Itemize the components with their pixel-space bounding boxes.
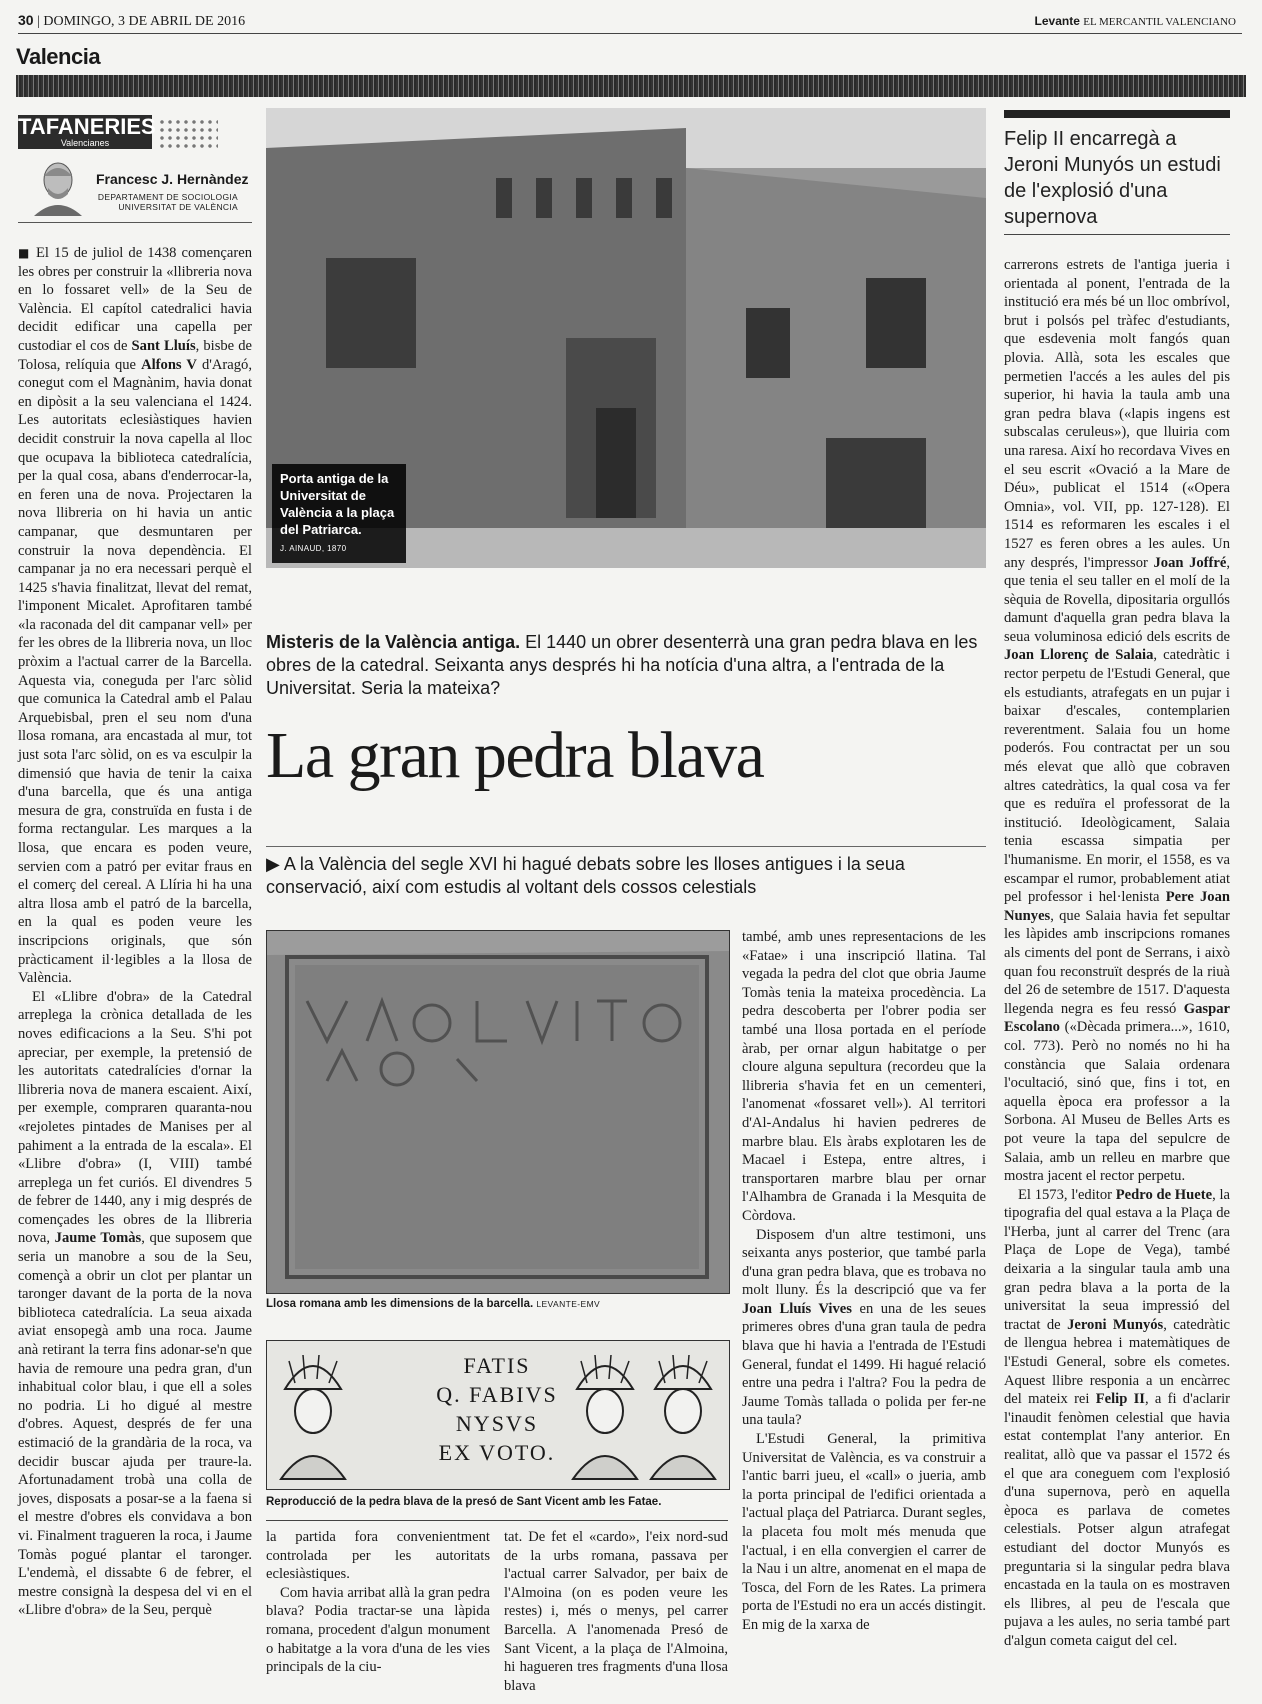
- fata-figures-right: [567, 1349, 721, 1481]
- masthead-subtitle: EL MERCANTIL VALENCIANO: [1083, 16, 1236, 28]
- roman-slab-photo: [266, 930, 730, 1294]
- inscription-line-4: EX VOTO.: [438, 1440, 556, 1465]
- logo-dots-decoration: [158, 118, 218, 148]
- col2-paragraph-2: Com havia arribat allà la gran pedra blava? Podia tractar-se una làpida romana, procedent d'algun monument o habitatge a la vora d'una de les vies principals de la ciu-: [266, 1584, 490, 1676]
- photo2-caption-text: Llosa romana amb les dimensions de la barcella.: [266, 1298, 534, 1310]
- inscription: [417, 1351, 577, 1467]
- inscription-line-1: FATIS: [463, 1353, 531, 1378]
- inscription-line-2: Q. FABIVS: [436, 1382, 558, 1407]
- article-column-4: [742, 928, 986, 1635]
- page-number: 30: [18, 12, 34, 28]
- article-column-3: [504, 1528, 728, 1695]
- column-logo: TAFANERIES: [18, 115, 152, 149]
- article-headline: La gran pedra blava: [266, 719, 764, 792]
- col3-paragraph-1: tat. De fet el «cardo», l'eix nord-sud de la urbs romana, passava per l'actual carrer Salvador, per baix de l'Almoina (on es poden veure les restes) i, més o menys, pel carrer Barcella. A l'anomenada Presó de Sant Vicent, a la plaça de l'Almoina, hi hagueren tres fragments d'una llosa blava: [504, 1529, 728, 1694]
- column-logo-subtitle: Valencianes: [60, 138, 110, 148]
- author-dept-line1: DEPARTAMENT DE SOCIOLOGIA: [97, 192, 238, 202]
- page-header-left: [18, 12, 245, 30]
- col2-paragraph-1: la partida fora convenientment controlada per les autoritats eclesiàstiques.: [266, 1529, 490, 1583]
- sidebar-quote-rule-bottom: [1004, 234, 1230, 235]
- photo1-caption-text: Porta antiga de la Universitat de València a la plaça del Patriarca.: [280, 471, 395, 537]
- author-portrait: [28, 156, 88, 216]
- article-column-5: [1004, 256, 1230, 1651]
- article-column-1: [18, 244, 252, 1620]
- sidebar-quote-rule: [1004, 110, 1230, 118]
- caption-rule: [266, 1520, 728, 1521]
- photo2-caption: [266, 1298, 728, 1310]
- header-rule: [18, 33, 1242, 34]
- deck-arrow-icon: ▶: [266, 854, 284, 874]
- author-rule: [18, 222, 252, 223]
- page-date: DOMINGO, 3 DE ABRIL DE 2016: [43, 14, 246, 29]
- author-dept-line2: UNIVERSITAT DE VALÈNCIA: [118, 202, 238, 212]
- col1-paragraph-2: El «Llibre d'obra» de la Catedral arreplega la crònica detallada de les noves edificacions a la Seu. S'hi pot apreciar, per exemple, la pretensió de les autoritats catedralícies d'ornar la llibreria nova de manera escaient. Així, per exemple, compraren quaranta-nou «rejoletes pintades de Manises per al pahiment a la entrada de la escala». El «Llibre d'obra» (I, VIII) també arreplega un fet curiós. El divendres 5 de febrer de 1440, any i mig després de començades les obres de la llibreria nova, Jaume Tomàs, que suposem que seria un manobre a sou de la Seu, començà a obrir un clot per plantar un taronger davant de la porta de la nova biblioteca catedralícia. La seua aixada aviat ensopegà amb una roca. Jaume anà retirant la terra fins adonar-se'n que havia de remoure una pedra gran, d'un inhabitual color blau, i que ell a soles no podria. Li ho digué al mestre d'obres. Aquest, després de fer una estimació de la grandària de la roca, va decidir buscar ajuda per traure-la. Afortunadament trobà una colla de joves, disposats a posar-se a la faena si el mestre d'obres els convidava a bon vi. Finalment tragueren la roca, i Jaume Tomàs pogué plantar el taronger. L'endemà, el dissabte 6 de febrer, el mestre consignà la despesa del vi en el «Llibre d'obra» de la Seu, perquè: [18, 988, 252, 1619]
- col1-paragraph-1: ■ El 15 de juliol de 1438 començaren les obres per construir la «llibreria nova en lo fossaret vell» de la Seu de València. El capítol catedralici havia decidit edificar una capella per custodiar el cos de Sant Lluís, bisbe de Tolosa, relíquia que Alfons V d'Aragó, conegut com el Magnànim, havia donat en dipòsit a la seu valenciana el 1424. Les autoritats eclesiàstiques havien decidit construir la nova capella al lloc que ocupava la biblioteca catedralícia, per la qual cosa, abans d'enderrocar-la, en feren una de nova. Projectaren la nova llibreria on hi havia un antic campanar, que desmuntaren per construir la nova dependència. El campanar ja no era necessari perquè el 1425 s'havia finalitzat, llevat del remat, l'imponent Micalet. Aprofitaren també «la raconada del dit campanar vell» per fer les obres de la llibreria nova, un lloc pròxim a l'actual carrer de la Barcella. Aquesta via, coneguda per l'arc sòlid que comunica la Catedral amb el Palau Arquebisbal, pren el seu nom d'una llosa romana, ara encastada al mur, tot just sota l'arc sòlid, on es va esculpir la dimensió que havia de tenir la caixa d'una barcella, que és una antiga mesura de gra, construïda en fusta i de forma rectangular. Les marques a la llosa, que encara es poden veure, servien com a patró per evitar fraus en el comerç del cereal. A Llíria hi ha una altra llosa amb el patró de la barcella, en la qual es poden veure les inscripcions originals, que són pràcticament il·legibles a la llosa de València.: [18, 245, 253, 987]
- col5-paragraph-2: El 1573, l'editor Pedro de Huete, la tipografia del qual estava a la Plaça de l'Herba, junt al carrer del Trenc (ara Plaça de Lope de Vega), també deixaria a la singular taula amb una gran pedra blava a la porta de la universitat la seua impressió del tractat de Jeroni Munyós, catedràtic de llengua hebrea i matemàtiques de l'Estudi General, sobre els cometes. Aquest llibre responia a un encàrrec del mateix rei Felip II, a fi d'aclarir l'inaudit fenòmen celestial que havia estat contemplat l'any anterior. En realitat, allò que va passar el 1572 és el que ara coneguem com l'explosió d'una supernova, però en aquella època es parlava de cometes celestials. Potser algun atrafegat estudiant del doctor Munyós es preguntaria si la singular pedra blava encastada en la taula on es mostraven els llibres, al peu de l'escala que pujava a les aules, no seria també part d'algun cometa caigut del cel.: [1004, 1186, 1230, 1649]
- lead-kicker: Misteris de la València antiga.: [266, 632, 521, 652]
- col5-paragraph-1: carrerons estrets de l'antiga jueria i orientada al ponent, l'entrada de la institució era més bé un lloc ombrívol, brut i polsós pel tràfec d'estudiants, que esdevenia molt fangós quan plovia. Allà, sota les escales que permetien l'accés a les aules del pis superior, hi havia la taula amb una gran pedra blava («lapis ingens est subscalas ceruleus»), que lluiria com una raresa. Així ho recordava Vives en el seu escrit «Ovació a la Mare de Déu», publicat el 1514 («Opera Omnia», vol. VII, pp. 127-128). El 1514 es reformaren les escales i el 1527 es feren obres a les aules. Un any després, l'impressor Joan Joffré, que tenia el seu taller en el molí de la sèquia de Rovella, dipositaria orgullós damunt d'aquella gran pedra blava la seua voluminosa edició dels escrits de Joan Llorenç de Salaia, catedràtic i rector perpetu de l'Estudi General, que els estudiants, atrafegats en un pujar i baixar d'escales, contemplarien reverentment. Salaia fou un home poderós. Fou contractat per un sou més elevat que allò que cobraven altres catedràtics, la qual cosa va fer que es reduïra el professorat de la institució. Ideològicament, Salaia tenia escassa simpatia per l'humanisme. En morir, el 1558, es va escampar el rumor, probablement atiat pel professor i hel·lenista Pere Joan Nunyes, que Salaia havia fet sepultar les làpides amb inscripcions romanes als ciments del pont de Serrans, i això quan fou reconstruït després de la riuà del 26 de setembre de 1517. D'aquesta llegenda negra es feu ressó Gaspar Escolano («Dècada primera...», 1610, col. 773). Però no només no hi ha constància que Salaia ordenara l'ocultació, sinó que, fins i tot, en aquella època era professor a la Sorbona. Al Museu de Belles Arts es pot veure la tapa del sepulcre de Salaia, amb un relleu en marbre que mostra jacent el rector perpetu.: [1004, 257, 1230, 1185]
- col4-paragraph-2: Disposem d'un altre testimoni, uns seixanta anys posterior, que també parla d'una gran pedra blava, que es trobava no molt lluny. És la descripció que va fer Joan Lluís Vives en una de les seues primeres obres d'una gran taula de pedra blava que hi havia a l'entrada de l'Estudi General, fundat el 1499. Hi hagué relació entre una pedra i l'altra? Fou la pedra de Jaume Tomàs tallada o polida per fer-ne una taula?: [742, 1226, 986, 1429]
- photo2-credit: LEVANTE-EMV: [536, 1299, 601, 1309]
- col4-paragraph-1: també, amb unes representacions de les «Fatae» i una inscripció llatina. Tal vegada la pedra del clot que obria Jaume Tomàs tenia la mateixa procedència. La pedra descoberta per l'obrer podia ser també una llosa portada en el període àrab, per ornar algun habitatge o per cloure alguna sepultura (recordeu que la llibreria s'havia fet en un cementeri, l'anomenat «fossaret vell»). Al territori d'Al-Andalus hi havien pedreres de marbre blau. Els àrabs explotaren les de Macael i Estepa, entre altres, i transportaren marbre blau per ornar l'Alhambra de Granada i la Mesquita de Còrdova.: [742, 929, 986, 1224]
- reproduction-caption: Reproducció de la pedra blava de la presó de Sant Vicent amb les Fatae.: [266, 1496, 662, 1508]
- inscription-line-3: NYSVS: [455, 1411, 539, 1436]
- section-band: [16, 75, 1246, 97]
- article-deck: [266, 853, 986, 899]
- author-name: Francesc J. Hernàndez: [96, 171, 249, 187]
- paragraph-start-marker: ■: [18, 246, 36, 260]
- masthead: [1035, 14, 1236, 28]
- header-separator: |: [37, 14, 44, 29]
- photo1-credit: J. AINAUD, 1870: [280, 544, 347, 553]
- photo1-caption: [272, 464, 406, 563]
- section-title: Valencia: [16, 44, 101, 69]
- col4-paragraph-3: L'Estudi General, la primitiva Universitat de València, es va construir a l'antic barri jueu, el «call» o jueria, amb la porta principal de l'edifici orientada a l'actual plaça del Patriarca. Durant segles, la placeta fou molt més menuda que l'actual, i en ella convergien el carrer de la Nau i un altre, anomenat en el mapa de Tosca, del Forn de les Rates. La primera porta de l'Estudi no era un accés distingit. En mig de la xarxa de: [742, 1431, 986, 1633]
- headline-rule: [266, 846, 986, 847]
- author-department: [88, 192, 238, 212]
- blue-stone-reproduction: [266, 1340, 730, 1490]
- sidebar-quote: Felip II encarregà a Jeroni Munyós un estudi de l'explosió d'una supernova: [1004, 128, 1221, 228]
- article-lead: [266, 631, 986, 700]
- fata-figure-left: [275, 1349, 351, 1481]
- deck-text: A la València del segle XVI hi hagué debats sobre les lloses antigues i la seua conservació, així com estudis al voltant dels cossos celestials: [266, 854, 905, 897]
- masthead-title: Levante: [1034, 14, 1080, 28]
- lead-text: El 1440 un obrer desenterrà una gran pedra blava en les obres de la catedral. Seixanta anys després hi ha notícia d'una altra, a l'entrada de la Universitat. Seria la mateixa?: [266, 632, 978, 698]
- article-column-2: [266, 1528, 490, 1677]
